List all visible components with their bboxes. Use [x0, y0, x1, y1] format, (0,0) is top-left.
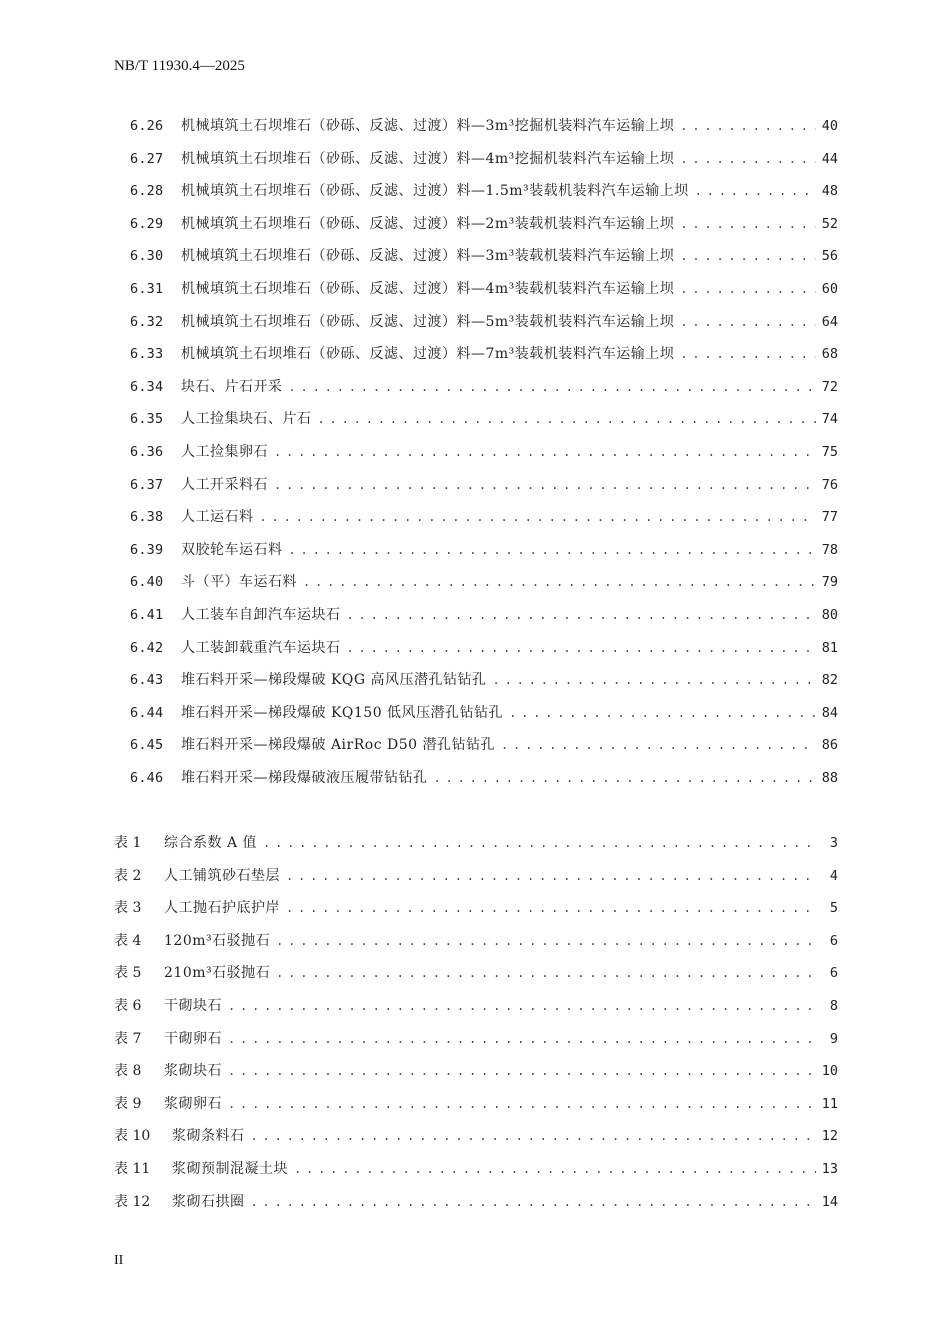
table-title: 120m³石驳抛石: [164, 932, 271, 949]
section-number: 6.26: [130, 118, 164, 134]
section-page-number: 76: [821, 476, 838, 493]
table-label: 表 5: [114, 965, 142, 982]
table-label: 表 9: [114, 1095, 142, 1112]
section-title: 机械填筑土石坝堆石（砂砾、反滤、过渡）料—3m³挖掘机装料汽车运输上坝: [181, 118, 675, 134]
table-title: 浆砌块石: [164, 1063, 222, 1080]
toc-section-entry[interactable]: [130, 669, 838, 691]
dot-leader: [276, 930, 816, 952]
toc-section-entry[interactable]: [130, 180, 838, 202]
toc-section-entry[interactable]: [130, 734, 838, 756]
section-number: 6.44: [130, 704, 164, 721]
section-page-number: 75: [821, 444, 838, 460]
toc-table-entry[interactable]: [114, 1028, 838, 1050]
table-title: 综合系数 A 值: [164, 835, 258, 851]
toc-table-entry[interactable]: [114, 832, 838, 854]
table-label: 表 12: [114, 1193, 151, 1210]
table-page-number: 9: [829, 1030, 838, 1047]
table-label: 表 6: [114, 998, 142, 1014]
table-label: 表 11: [114, 1161, 151, 1177]
section-number: 6.32: [130, 313, 164, 330]
toc-section-entry[interactable]: [130, 278, 838, 300]
table-page-number: 8: [829, 998, 838, 1014]
section-number: 6.35: [130, 411, 164, 428]
toc-section-entry[interactable]: [130, 376, 838, 398]
dot-leader: [695, 180, 816, 202]
toc-section-entry[interactable]: [130, 408, 838, 430]
toc-table-entry[interactable]: [114, 1191, 838, 1213]
dot-leader: [318, 408, 816, 430]
table-page-number: 6: [829, 932, 838, 949]
table-page-number: 6: [829, 965, 838, 982]
dot-leader: [263, 832, 816, 854]
section-title: 人工捡集卵石: [181, 444, 268, 460]
section-number: 6.45: [130, 737, 164, 754]
page-number-footer: II: [114, 1253, 124, 1268]
section-title: 机械填筑土石坝堆石（砂砾、反滤、过渡）料—7m³装载机装料汽车运输上坝: [181, 346, 675, 363]
table-title: 浆砌石拱圈: [172, 1193, 245, 1210]
table-label: 表 2: [114, 867, 142, 884]
section-title: 块石、片石开采: [181, 378, 283, 395]
dot-leader: [289, 376, 816, 398]
toc-table-entry[interactable]: [114, 930, 838, 952]
table-title: 浆砌卵石: [164, 1095, 222, 1112]
section-page-number: 72: [821, 378, 838, 395]
section-title: 机械填筑土石坝堆石（砂砾、反滤、过渡）料—4m³挖掘机装料汽车运输上坝: [181, 150, 675, 167]
dot-leader: [501, 734, 816, 756]
section-page-number: 68: [821, 346, 838, 363]
section-page-number: 84: [821, 704, 838, 721]
dot-leader: [286, 897, 816, 919]
section-title: 堆石料开采—梯段爆破 KQ150 低风压潜孔钻钻孔: [181, 704, 504, 721]
section-title: 人工捡集块石、片石: [181, 411, 312, 428]
toc-table-entry[interactable]: [114, 865, 838, 887]
dot-leader: [294, 1158, 816, 1180]
section-number: 6.43: [130, 672, 164, 689]
section-number: 6.46: [130, 770, 164, 786]
toc-table-entry[interactable]: [114, 1125, 838, 1147]
dot-leader: [274, 474, 816, 496]
toc-section-entry[interactable]: [130, 637, 838, 659]
section-number: 6.42: [130, 639, 164, 656]
toc-section-entry[interactable]: [130, 571, 838, 593]
section-page-number: 44: [821, 150, 838, 167]
dot-leader: [228, 1028, 816, 1050]
dot-leader: [347, 604, 816, 626]
toc-table-entry[interactable]: [114, 995, 838, 1017]
dot-leader: [347, 637, 816, 659]
toc-section-entry[interactable]: [130, 604, 838, 626]
standard-code-header: NB/T 11930.4—2025: [114, 58, 245, 74]
dot-leader: [251, 1125, 816, 1147]
table-title: 浆砌预制混凝土块: [172, 1161, 288, 1177]
table-page-number: 4: [829, 867, 838, 884]
dot-leader: [260, 506, 816, 528]
section-number: 6.27: [130, 150, 164, 167]
section-title: 机械填筑土石坝堆石（砂砾、反滤、过渡）料—2m³装载机装料汽车运输上坝: [181, 215, 675, 232]
section-page-number: 40: [821, 118, 838, 134]
dot-leader: [680, 278, 815, 300]
dot-leader: [680, 245, 815, 267]
section-title: 人工运石料: [181, 509, 254, 526]
toc-section-entry[interactable]: [130, 441, 838, 463]
section-number: 6.30: [130, 248, 164, 265]
section-title: 机械填筑土石坝堆石（砂砾、反滤、过渡）料—3m³装载机装料汽车运输上坝: [181, 248, 675, 265]
section-title: 双胶轮车运石料: [181, 541, 283, 558]
table-label: 表 1: [114, 835, 142, 851]
toc-table-entry[interactable]: [114, 1158, 838, 1180]
section-title: 堆石料开采—梯段爆破液压履带钻钻孔: [181, 770, 428, 786]
section-number: 6.39: [130, 541, 164, 558]
table-page-number: 12: [821, 1128, 838, 1145]
section-page-number: 79: [821, 574, 838, 591]
section-page-number: 60: [821, 281, 838, 297]
dot-leader: [493, 669, 816, 691]
toc-table-entry[interactable]: [114, 962, 838, 984]
toc-section-entry[interactable]: [130, 245, 838, 267]
section-title: 机械填筑土石坝堆石（砂砾、反滤、过渡）料—4m³装载机装料汽车运输上坝: [181, 281, 675, 297]
section-page-number: 48: [821, 183, 838, 200]
table-page-number: 3: [829, 835, 838, 851]
table-title: 人工铺筑砂石垫层: [164, 867, 280, 884]
section-number: 6.29: [130, 215, 164, 232]
section-number: 6.28: [130, 183, 164, 200]
dot-leader: [228, 1093, 816, 1115]
toc-table-entry[interactable]: [114, 1060, 838, 1082]
dot-leader: [680, 115, 815, 137]
section-title: 机械填筑土石坝堆石（砂砾、反滤、过渡）料—1.5m³装载机装料汽车运输上坝: [181, 183, 689, 200]
section-title: 堆石料开采—梯段爆破 AirRoc D50 潜孔钻钻孔: [181, 737, 495, 754]
table-page-number: 11: [821, 1095, 838, 1112]
section-page-number: 80: [821, 607, 838, 623]
toc-section-entry[interactable]: [130, 148, 838, 170]
table-page-number: 10: [821, 1063, 838, 1080]
section-title: 人工装卸载重汽车运块石: [181, 639, 341, 656]
table-label: 表 8: [114, 1063, 142, 1080]
table-label: 表 3: [114, 900, 142, 917]
table-title: 210m³石驳抛石: [164, 965, 271, 982]
section-page-number: 81: [821, 639, 838, 656]
section-number: 6.33: [130, 346, 164, 363]
section-page-number: 86: [821, 737, 838, 754]
section-page-number: 74: [821, 411, 838, 428]
table-page-number: 5: [829, 900, 838, 917]
section-number: 6.41: [130, 607, 164, 623]
toc-section-entry[interactable]: [130, 343, 838, 365]
dot-leader: [434, 767, 816, 789]
section-page-number: 77: [821, 509, 838, 526]
toc-table-entry[interactable]: [114, 897, 838, 919]
section-number: 6.36: [130, 444, 164, 460]
dot-leader: [509, 702, 816, 724]
section-title: 人工开采料石: [181, 476, 268, 493]
section-number: 6.31: [130, 281, 164, 297]
table-label: 表 7: [114, 1030, 142, 1047]
dot-leader: [680, 343, 815, 365]
toc-section-entry[interactable]: [130, 539, 838, 561]
toc-section-entry[interactable]: [130, 115, 838, 137]
section-title: 机械填筑土石坝堆石（砂砾、反滤、过渡）料—5m³装载机装料汽车运输上坝: [181, 313, 675, 330]
table-label: 表 4: [114, 932, 142, 949]
section-title: 人工装车自卸汽车运块石: [181, 607, 341, 623]
table-label: 表 10: [114, 1128, 151, 1145]
section-number: 6.38: [130, 509, 164, 526]
dot-leader: [680, 213, 815, 235]
toc-table-entry[interactable]: [114, 1093, 838, 1115]
dot-leader: [251, 1191, 816, 1213]
dot-leader: [286, 865, 816, 887]
section-number: 6.34: [130, 378, 164, 395]
table-page-number: 13: [821, 1161, 838, 1177]
table-title: 干砌块石: [164, 998, 222, 1014]
toc-section-entry[interactable]: [130, 506, 838, 528]
dot-leader: [289, 539, 816, 561]
table-title: 人工抛石护底护岸: [164, 900, 280, 917]
toc-section-entry[interactable]: [130, 311, 838, 333]
table-page-number: 14: [821, 1193, 838, 1210]
section-title: 堆石料开采—梯段爆破 KQG 高风压潜孔钻钻孔: [181, 672, 487, 689]
dot-leader: [276, 962, 816, 984]
section-page-number: 64: [821, 313, 838, 330]
section-page-number: 52: [821, 215, 838, 232]
section-page-number: 82: [821, 672, 838, 689]
toc-section-entry[interactable]: [130, 474, 838, 496]
table-title: 浆砌条料石: [172, 1128, 245, 1145]
dot-leader: [228, 995, 816, 1017]
section-page-number: 78: [821, 541, 838, 558]
section-number: 6.37: [130, 476, 164, 493]
section-page-number: 88: [821, 770, 838, 786]
toc-section-entry[interactable]: [130, 767, 838, 789]
dot-leader: [228, 1060, 816, 1082]
dot-leader: [680, 148, 815, 170]
toc-section-entry[interactable]: [130, 213, 838, 235]
section-page-number: 56: [821, 248, 838, 265]
dot-leader: [680, 311, 815, 333]
section-title: 斗（平）车运石料: [181, 574, 297, 591]
table-title: 干砌卵石: [164, 1030, 222, 1047]
dot-leader: [274, 441, 816, 463]
section-number: 6.40: [130, 574, 164, 591]
toc-section-entry[interactable]: [130, 702, 838, 724]
dot-leader: [303, 571, 816, 593]
